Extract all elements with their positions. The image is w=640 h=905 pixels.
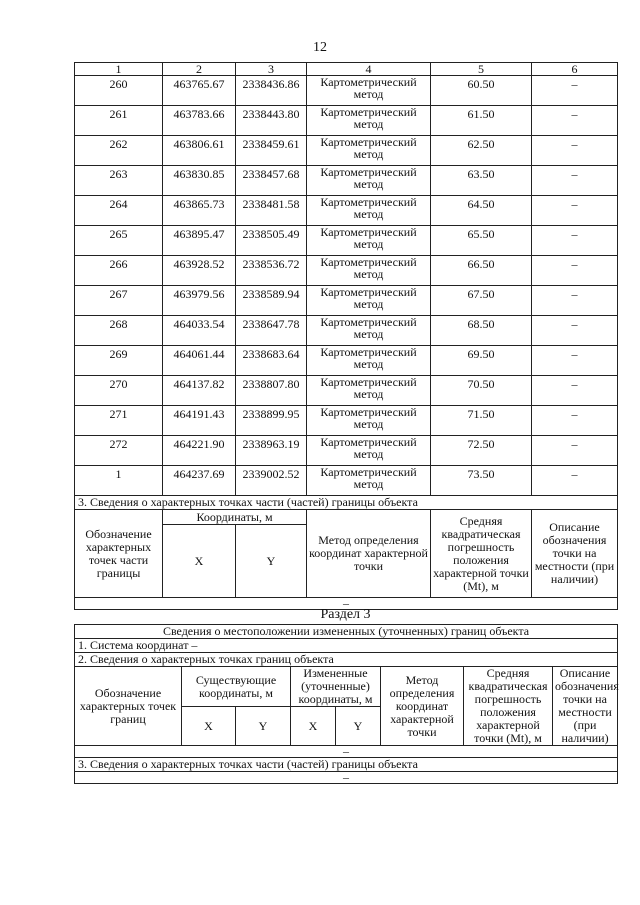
y-value: 2338436.86 [236,76,307,106]
y-value: 2338459.61 [236,136,307,166]
point-number: 265 [75,226,163,256]
description-value: – [532,346,618,376]
method-line-1: Картометрический [320,225,417,239]
method-cell [307,196,431,226]
table-row [75,406,618,436]
error-value: 62.50 [431,136,532,166]
y-value: 2338683.64 [236,346,307,376]
method-line-2: метод [353,147,384,161]
method-cell [307,166,431,196]
method-line-1: Картометрический [320,75,417,89]
description-value: – [532,436,618,466]
table-row [75,466,618,496]
method-line-1: Картометрический [320,465,417,479]
description-value: – [532,106,618,136]
table-row [75,106,618,136]
x-value: 463830.85 [163,166,236,196]
table-row [75,166,618,196]
method-cell [307,316,431,346]
y-value: 2338536.72 [236,256,307,286]
x-value: 463765.67 [163,76,236,106]
method-line-1: Картометрический [320,255,417,269]
error-value: 72.50 [431,436,532,466]
method-line-1: Картометрический [320,285,417,299]
description-value: – [532,166,618,196]
y-value: 2338807.80 [236,376,307,406]
dash: – [75,746,618,758]
description-value: – [532,226,618,256]
error-value: 66.50 [431,256,532,286]
section-subtitle: Сведения о местоположении измененных (уточненных) границ объекта [75,625,618,639]
designation-header: Обозначение характерных точек границ [75,667,182,746]
error-value: 60.50 [431,76,532,106]
y-value: 2338589.94 [236,286,307,316]
section3-table [74,624,618,784]
section-title: Раздел 3 [320,607,371,622]
coord-system: 1. Система координат – [75,639,618,653]
table-row [75,76,618,106]
description-value: – [532,256,618,286]
part-header-row-1 [75,510,618,525]
col-number: 6 [532,63,618,76]
x-header: X [182,707,236,746]
table-row [75,316,618,346]
description-value: – [532,316,618,346]
x-value: 463979.56 [163,286,236,316]
table-row [75,256,618,286]
error-value: 65.50 [431,226,532,256]
method-line-1: Картометрический [320,165,417,179]
point-number: 264 [75,196,163,226]
error-value: 64.50 [431,196,532,226]
method-line-2: метод [353,387,384,401]
method-cell [307,466,431,496]
method-line-2: метод [353,327,384,341]
point-number: 263 [75,166,163,196]
point-number: 262 [75,136,163,166]
col-number: 3 [236,63,307,76]
y-value: 2338647.78 [236,316,307,346]
point-number: 266 [75,256,163,286]
method-line-2: метод [353,87,384,101]
table-row [75,376,618,406]
designation-header: Обозначение характерных точек части границы [75,510,163,598]
table-row [75,436,618,466]
method-cell [307,376,431,406]
table-row [75,286,618,316]
error-header: Средняя квадратическая погрешность положения характерной точки (Mt), м [431,510,532,598]
method-line-1: Картометрический [320,345,417,359]
table-row [75,346,618,376]
x-value: 463783.66 [163,106,236,136]
y-header: Y [236,707,291,746]
method-line-2: метод [353,297,384,311]
error-value: 63.50 [431,166,532,196]
x-value: 464033.54 [163,316,236,346]
error-value: 70.50 [431,376,532,406]
method-line-2: метод [353,267,384,281]
description-value: – [532,196,618,226]
method-line-1: Картометрический [320,195,417,209]
method-cell [307,106,431,136]
y-header: Y [336,707,381,746]
y-value: 2338481.58 [236,196,307,226]
point-number: 261 [75,106,163,136]
part-title: 3. Сведения о характерных точках части (частей) границы объекта [75,496,618,510]
table-row [75,136,618,166]
method-cell [307,436,431,466]
point-number: 268 [75,316,163,346]
method-line-2: метод [353,447,384,461]
method-cell [307,256,431,286]
description-value: – [532,286,618,316]
y-value: 2338505.49 [236,226,307,256]
x-value: 464191.43 [163,406,236,436]
description-value: – [532,76,618,106]
error-value: 73.50 [431,466,532,496]
description-header: Описание обозначения точки на местности (при наличии) [553,667,618,746]
description-value: – [532,406,618,436]
point-number: 260 [75,76,163,106]
point-number: 1 [75,466,163,496]
part-title-row [75,496,618,510]
dash: – [75,598,618,610]
x-value: 464221.90 [163,436,236,466]
x-value: 464061.44 [163,346,236,376]
x-value: 463865.73 [163,196,236,226]
page-number: 12 [313,40,327,55]
description-value: – [532,136,618,166]
x-value: 463895.47 [163,226,236,256]
method-line-2: метод [353,477,384,491]
method-line-1: Картометрический [320,435,417,449]
y-value: 2338443.80 [236,106,307,136]
error-value: 68.50 [431,316,532,346]
method-line-1: Картометрический [320,375,417,389]
method-header: Метод определения координат характерной точки [381,667,464,746]
method-line-2: метод [353,207,384,221]
col-number: 2 [163,63,236,76]
method-header: Метод определения координат характерной точки [307,510,431,598]
error-header: Средняя квадратическая погрешность положения характерной точки (Mt), м [464,667,553,746]
x-value: 463806.61 [163,136,236,166]
error-value: 61.50 [431,106,532,136]
description-header: Описание обозначения точки на местности (при наличии) [532,510,618,598]
method-line-2: метод [353,417,384,431]
method-line-1: Картометрический [320,405,417,419]
x-header: X [163,525,236,598]
y-value: 2339002.52 [236,466,307,496]
point-number: 270 [75,376,163,406]
x-value: 464237.69 [163,466,236,496]
x-value: 464137.82 [163,376,236,406]
y-value: 2338963.19 [236,436,307,466]
column-number-row [75,63,618,76]
point-number: 271 [75,406,163,436]
point-number: 267 [75,286,163,316]
part-title: 3. Сведения о характерных точках части (частей) границы объекта [75,758,618,772]
method-cell [307,346,431,376]
col-number: 5 [431,63,532,76]
method-line-2: метод [353,237,384,251]
description-value: – [532,376,618,406]
description-value: – [532,466,618,496]
method-line-2: метод [353,357,384,371]
method-cell [307,286,431,316]
method-cell [307,406,431,436]
points-table [74,62,618,610]
y-value: 2338899.95 [236,406,307,436]
error-value: 71.50 [431,406,532,436]
method-cell [307,136,431,166]
points-title: 2. Сведения о характерных точках границ объекта [75,653,618,667]
dash: – [75,772,618,784]
method-line-1: Картометрический [320,105,417,119]
y-header: Y [236,525,307,598]
method-cell [307,226,431,256]
method-line-2: метод [353,117,384,131]
col-number: 1 [75,63,163,76]
method-line-1: Картометрический [320,315,417,329]
method-line-1: Картометрический [320,135,417,149]
error-value: 69.50 [431,346,532,376]
y-value: 2338457.68 [236,166,307,196]
x-value: 463928.52 [163,256,236,286]
point-number: 269 [75,346,163,376]
method-line-2: метод [353,177,384,191]
error-value: 67.50 [431,286,532,316]
col-number: 4 [307,63,431,76]
point-number: 272 [75,436,163,466]
x-header: X [291,707,336,746]
table-row [75,196,618,226]
changed-coords-header: Измененные (уточненные) координаты, м [291,667,381,707]
coords-header: Координаты, м [163,510,307,525]
method-cell [307,76,431,106]
existing-coords-header: Существующие координаты, м [182,667,291,707]
table-row [75,226,618,256]
